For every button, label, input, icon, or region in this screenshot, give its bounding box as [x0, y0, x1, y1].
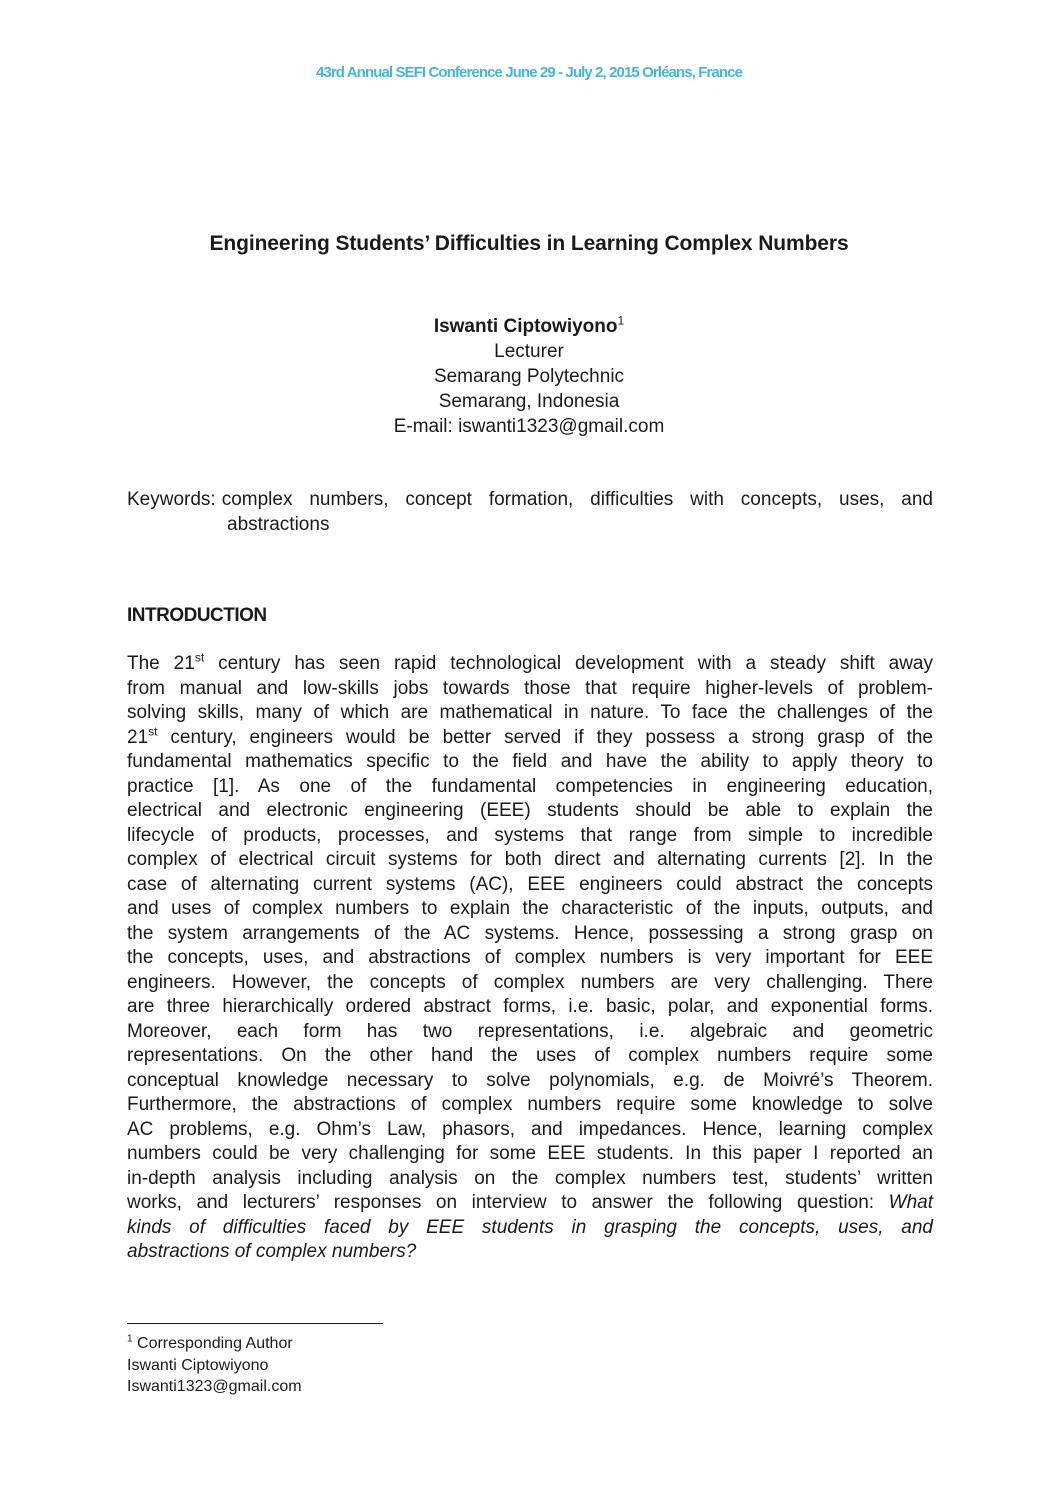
paragraph-line: lifecycle of products, processes, and systems that range from simple to incredible	[127, 824, 933, 846]
paragraph-line: engineers. However, the concepts of complex numbers are very challenging. There	[127, 971, 933, 993]
footnote	[127, 1333, 302, 1398]
paragraph-line: 21st century, engineers would be better served if they possess a strong grasp of the	[127, 724, 933, 748]
conference-header: 43rd Annual SEFI Conference June 29 - July 2, 2015 Orléans, France	[315, 64, 743, 81]
footnote-line-3: Iswanti1323@gmail.com	[127, 1378, 302, 1395]
paragraph-line: from manual and low-skills jobs towards those that require higher-levels of problem-	[127, 677, 933, 699]
paragraph-line: abstractions of complex numbers?	[127, 1241, 417, 1262]
paragraph-line: fundamental mathematics specific to the field and have the ability to apply theory to	[127, 751, 933, 772]
footnote-mark: 1	[127, 1333, 133, 1345]
keywords-label: Keywords:	[127, 489, 216, 510]
keywords-block	[127, 487, 933, 537]
author-role: Lecturer	[494, 341, 564, 362]
author-footnote-mark: 1	[617, 313, 625, 328]
paragraph-line: in-depth analysis including analysis on the complex numbers test, students’ written	[127, 1167, 933, 1189]
paragraph-line: and uses of complex numbers to explain the characteristic of the inputs, outputs, and	[127, 898, 933, 919]
paragraph-line: The 21st century has seen rapid technological development with a steady shift away	[127, 650, 934, 674]
paragraph-line: are three hierarchically ordered abstract forms, i.e. basic, polar, and exponential forms.	[127, 996, 933, 1017]
author-name: Iswanti Ciptowiyono	[433, 316, 618, 337]
paragraph-line: works, and lecturers’ responses on interview to answer the following question: What	[127, 1192, 933, 1213]
paragraph-line: Moreover, each form has two representations, i.e. algebraic and geometric	[127, 1020, 933, 1042]
paragraph-line: representations. On the other hand the uses of complex numbers require some	[127, 1045, 933, 1066]
paper-title: Engineering Students’ Difficulties in Learning Complex Numbers	[209, 232, 849, 255]
footnote-divider	[127, 1323, 383, 1324]
paragraph-line: complex of electrical circuit systems for both direct and alternating currents [2]. In the	[127, 849, 933, 870]
introduction-paragraph	[127, 652, 933, 1265]
paragraph-line: case of alternating current systems (AC), EEE engineers could abstract the concepts	[127, 873, 933, 895]
author-block	[0, 314, 1058, 439]
footnote-line-1: $^1$ Corresponding Author	[127, 1333, 293, 1352]
author-institution: Semarang Polytechnic	[433, 366, 625, 387]
section-heading: INTRODUCTION	[127, 605, 267, 626]
paragraph-line: kinds of difficulties faced by EEE students in grasping the concepts, uses, and	[127, 1216, 933, 1238]
paragraph-line: solving skills, many of which are mathematical in nature. To face the challenges of the	[127, 702, 933, 723]
keywords-line-2: abstractions	[227, 514, 330, 535]
footnote-line-2: Iswanti Ciptowiyono	[127, 1356, 269, 1374]
paragraph-line: the concepts, uses, and abstractions of complex numbers is very important for EEE	[127, 947, 933, 968]
keywords-line-1: complex numbers, concept formation, difficulties with concepts, uses, and	[221, 489, 933, 510]
paragraph-line: AC problems, e.g. Ohm’s Law, phasors, and impedances. Hence, learning complex	[127, 1118, 933, 1140]
paragraph-line: the system arrangements of the AC systems. Hence, possessing a strong grasp on	[127, 922, 933, 944]
author-email: E-mail: iswanti1323@gmail.com	[393, 416, 665, 437]
paragraph-line: numbers could be very challenging for some EEE students. In this paper I reported an	[127, 1143, 933, 1164]
author-name-line	[0, 314, 1058, 339]
paragraph-line: Furthermore, the abstractions of complex numbers require some knowledge to solve	[127, 1094, 933, 1115]
author-location: Semarang, Indonesia	[438, 391, 620, 412]
paragraph-line: practice [1]. As one of the fundamental competencies in engineering education,	[127, 775, 933, 797]
paragraph-line: electrical and electronic engineering (EEE) students should be able to explain the	[127, 800, 933, 821]
paragraph-line: conceptual knowledge necessary to solve polynomials, e.g. de Moivré’s Theorem.	[127, 1069, 933, 1091]
